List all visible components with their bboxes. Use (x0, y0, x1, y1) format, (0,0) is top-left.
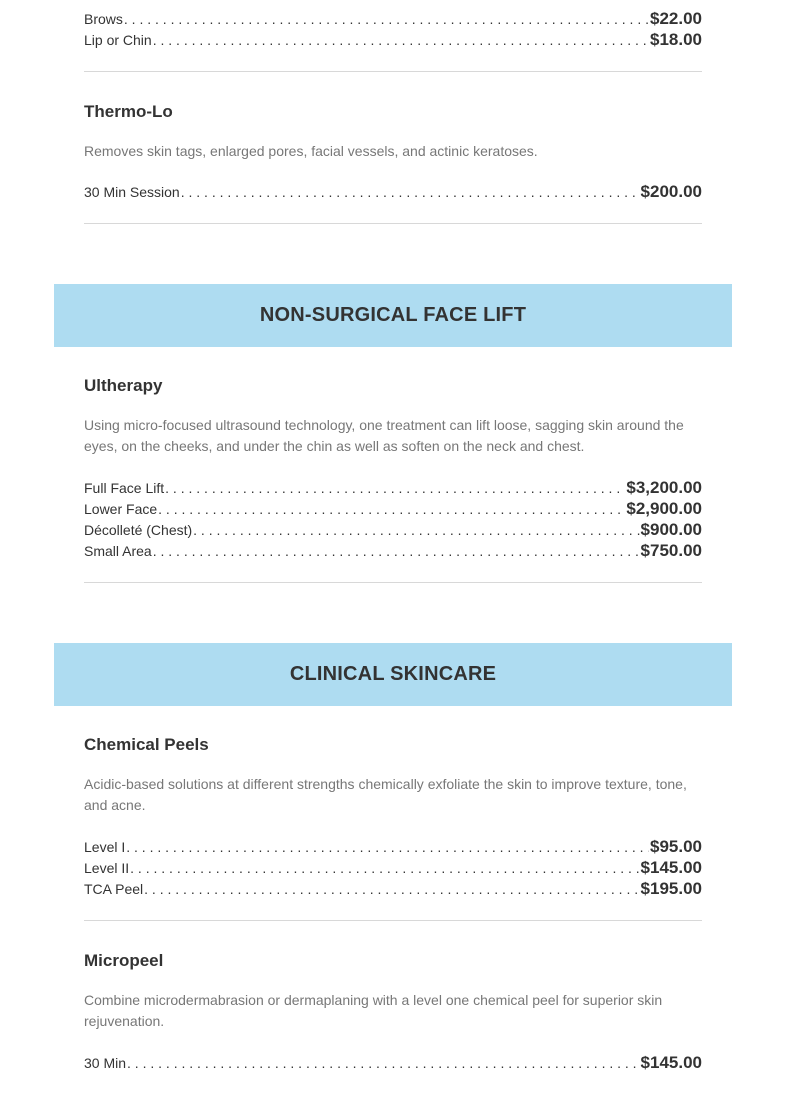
price-row (84, 477, 702, 498)
price-name: Full Face Lift (84, 480, 165, 496)
price-row (84, 29, 702, 50)
section-heading: NON-SURGICAL FACE LIFT (259, 304, 527, 326)
service-description: Combine microdermabrasion or dermaplaning with a level one chemical peel for superior skin rejuvenation. (84, 992, 663, 1029)
price-name: Level I (84, 839, 126, 855)
service-thermo-lo (84, 72, 702, 202)
dot-leader (124, 9, 649, 30)
service-title: Chemical Peels (84, 735, 209, 754)
price-name: Level II (84, 860, 130, 876)
price-value: $3,200.00 (626, 478, 702, 497)
service-description: Using micro-focused ultrasound technology, one treatment can lift loose, sagging skin around the eyes, on the cheeks, and under the chin as well as soften on the neck and chest. (84, 417, 684, 454)
service-ultherapy (84, 347, 702, 561)
price-value: $145.00 (640, 858, 702, 877)
section-banner-facelift (54, 284, 732, 347)
price-row (84, 181, 702, 202)
price-value: $22.00 (650, 9, 702, 28)
price-row (84, 857, 702, 878)
service-description: Removes skin tags, enlarged pores, facial vessels, and actinic keratoses. (84, 143, 538, 159)
price-name: Lip or Chin (84, 32, 152, 48)
price-row (84, 1052, 702, 1073)
section-banner-skincare (54, 643, 732, 706)
price-value: $750.00 (640, 541, 702, 560)
divider (84, 582, 702, 583)
service-chemical-peels (84, 706, 702, 899)
dot-leader (130, 858, 639, 879)
dot-leader (127, 1053, 640, 1074)
price-row (84, 8, 702, 29)
dot-leader (165, 478, 625, 499)
section-heading: CLINICAL SKINCARE (289, 663, 497, 685)
price-name: Décolleté (Chest) (84, 522, 193, 538)
dot-leader (126, 837, 649, 858)
price-name: Brows (84, 11, 123, 27)
service-previous (84, 0, 702, 50)
price-name: 30 Min Session (84, 184, 180, 200)
service-title: Thermo-Lo (84, 102, 173, 121)
service-title: Ultherapy (84, 376, 163, 395)
price-name: Small Area (84, 543, 152, 559)
price-value: $2,900.00 (626, 499, 702, 518)
dot-leader (144, 879, 639, 900)
price-value: $95.00 (650, 837, 702, 856)
price-value: $145.00 (640, 1053, 702, 1072)
price-row (84, 519, 702, 540)
price-value: $200.00 (640, 182, 702, 201)
price-value: $195.00 (640, 879, 702, 898)
price-value: $900.00 (640, 520, 702, 539)
service-micropeel (84, 921, 702, 1073)
price-value: $18.00 (650, 30, 702, 49)
dot-leader (158, 499, 625, 520)
price-row (84, 878, 702, 899)
dot-leader (153, 541, 640, 562)
price-row (84, 498, 702, 519)
service-description: Acidic-based solutions at different strengths chemically exfoliate the skin to improve texture, tone, and acne. (84, 776, 687, 813)
price-name: TCA Peel (84, 881, 144, 897)
dot-leader (193, 520, 639, 541)
price-row (84, 540, 702, 561)
service-title: Micropeel (84, 951, 164, 970)
divider (84, 223, 702, 224)
price-name: 30 Min (84, 1055, 127, 1071)
price-row (84, 836, 702, 857)
dot-leader (153, 30, 649, 51)
dot-leader (181, 182, 640, 203)
price-name: Lower Face (84, 501, 158, 517)
